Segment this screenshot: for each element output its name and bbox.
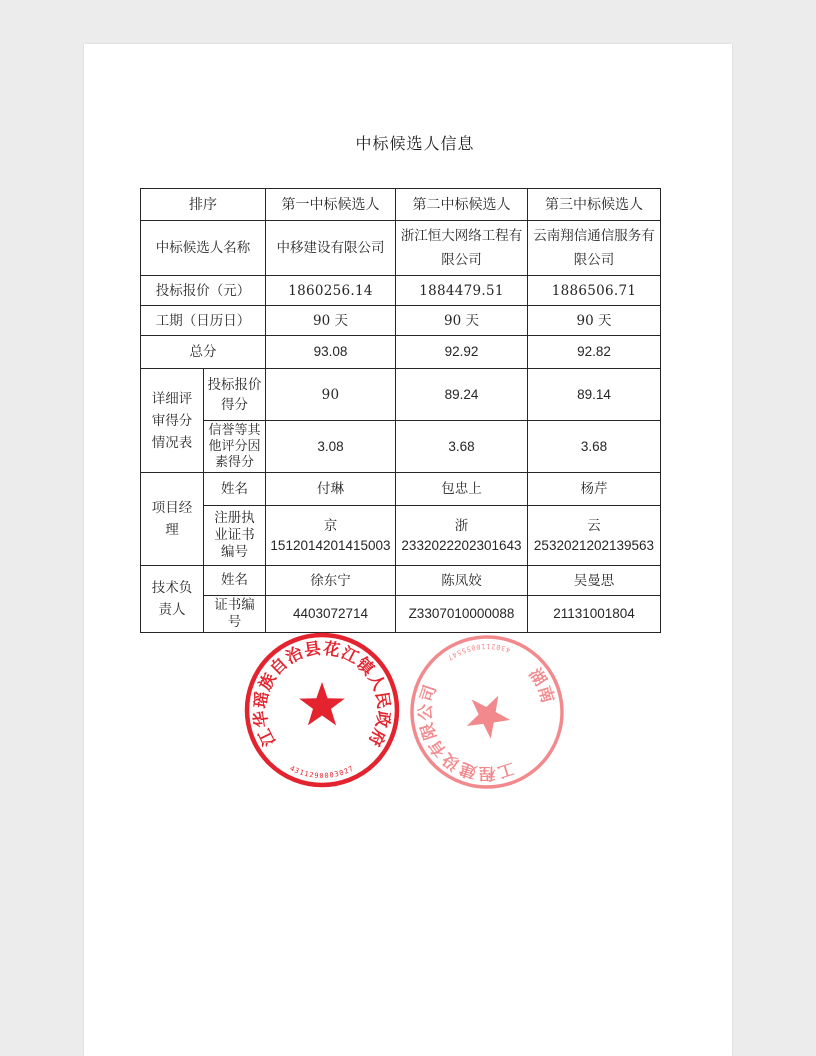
price-row-value-2: 1884479.51 — [396, 276, 528, 306]
pm-cert-label: 注册执业证书编号 — [204, 506, 266, 566]
table-row-name — [141, 221, 661, 276]
tech-name-value-1: 徐东宁 — [266, 566, 396, 596]
duration-row-value-3: 90 天 — [528, 306, 661, 336]
price-score-value-3: 89.14 — [528, 369, 661, 421]
header-rank-label: 排序 — [141, 189, 266, 221]
price-row-value-1: 1860256.14 — [266, 276, 396, 306]
duration-row-label: 工期（日历日） — [141, 306, 266, 336]
price-score-value-1: 90 — [266, 369, 396, 421]
pm-cert-value-3: 云 2532021202139563 — [528, 506, 661, 566]
total-row-value-3: 92.82 — [528, 336, 661, 369]
duration-row-value-1: 90 天 — [266, 306, 396, 336]
pm-name-value-1: 付琳 — [266, 473, 396, 506]
pm-cert-value-1: 京 1512014201415003 — [266, 506, 396, 566]
company-seal-name-end: 工程建设有限公司 — [415, 681, 517, 784]
header-candidate-2: 第二中标候选人 — [396, 189, 528, 221]
total-row-value-1: 93.08 — [266, 336, 396, 369]
government-seal-name: 江华瑶族自治县花江镇人民政府 — [250, 638, 394, 751]
tech-cert-value-3: 21131001804 — [528, 596, 661, 633]
table-row-tech-cert — [141, 596, 661, 633]
name-row-label: 中标候选人名称 — [141, 221, 266, 276]
price-score-label: 投标报价得分 — [204, 369, 266, 421]
total-row-value-2: 92.92 — [396, 336, 528, 369]
pm-name-label: 姓名 — [204, 473, 266, 506]
total-row-label: 总分 — [141, 336, 266, 369]
detail-group-label: 详细评审得分情况表 — [141, 369, 204, 473]
table-row-price-score — [141, 369, 661, 421]
tech-cert-value-1: 4403072714 — [266, 596, 396, 633]
name-row-value-1: 中移建设有限公司 — [266, 221, 396, 276]
other-score-label: 信誉等其他评分因素得分 — [204, 421, 266, 473]
table-row-pm-cert — [141, 506, 661, 566]
company-seal-name-start: 湖南 — [525, 665, 558, 706]
price-row-value-3: 1886506.71 — [528, 276, 661, 306]
table-row-pm-name — [141, 473, 661, 506]
price-score-value-2: 89.24 — [396, 369, 528, 421]
pm-name-value-3: 杨芹 — [528, 473, 661, 506]
technical-lead-label: 技术负责人 — [141, 566, 204, 633]
table-row-total — [141, 336, 661, 369]
pm-cert-value-2: 浙 2332022202301643 — [396, 506, 528, 566]
table-row-tech-name — [141, 566, 661, 596]
name-row-value-3: 云南翔信通信服务有限公司 — [528, 221, 661, 276]
candidate-table — [140, 188, 661, 633]
name-row-value-2: 浙江恒大网络工程有限公司 — [396, 221, 528, 276]
government-seal-number-path: 4311290003027 — [288, 764, 356, 780]
other-score-value-3: 3.68 — [528, 421, 661, 473]
duration-row-value-2: 90 天 — [396, 306, 528, 336]
tech-cert-label: 证书编号 — [204, 596, 266, 633]
project-manager-label: 项目经理 — [141, 473, 204, 566]
price-row-label: 投标报价（元） — [141, 276, 266, 306]
header-candidate-1: 第一中标候选人 — [266, 189, 396, 221]
table-row-other-score — [141, 421, 661, 473]
other-score-value-2: 3.68 — [396, 421, 528, 473]
table-row-price — [141, 276, 661, 306]
tech-cert-value-2: Z3307010000088 — [396, 596, 528, 633]
tech-name-label: 姓名 — [204, 566, 266, 596]
tech-name-value-3: 吴曼思 — [528, 566, 661, 596]
table-row-duration — [141, 306, 661, 336]
company-seal-number-path: 4302110055547 — [445, 641, 512, 663]
header-candidate-3: 第三中标候选人 — [528, 189, 661, 221]
table-header-row — [141, 189, 661, 221]
other-score-value-1: 3.08 — [266, 421, 396, 473]
pm-name-value-2: 包忠上 — [396, 473, 528, 506]
tech-name-value-2: 陈凤姣 — [396, 566, 528, 596]
page-title: 中标候选人信息 — [355, 134, 475, 153]
